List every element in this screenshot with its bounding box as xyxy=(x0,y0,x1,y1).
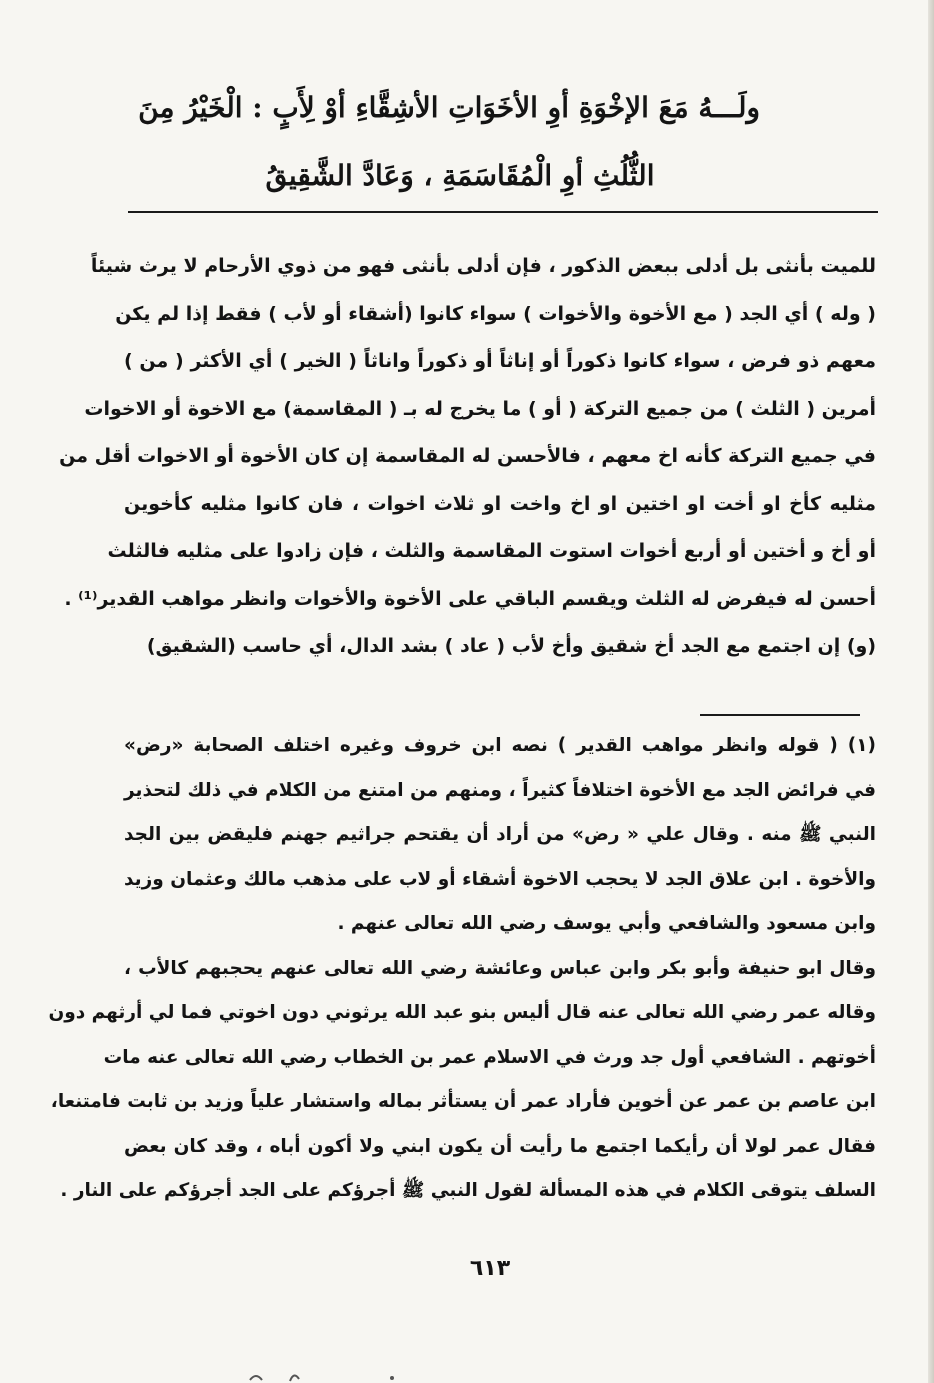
page-number: ٦١٣ xyxy=(469,1256,511,1281)
footnote-line: وقاله عمر رضي الله تعالى عنه قال أليس بنو عبد الله يرثوني دون اخوتي فما لي أرثهم دون xyxy=(48,1002,876,1023)
footnote-line: ابن عاصم بن عمر عن أخوين فأراد عمر أن يستأثر بماله واستشار علياً وزيد بن ثابت فامتنعا، xyxy=(50,1091,876,1112)
footnote-line: في فرائض الجد مع الأخوة اختلافاً كثيراً ، ومنهم من امتنع من الكلام في ذلك لتحذير xyxy=(124,779,876,801)
footnote-line: السلف يتوقى الكلام في هذه المسألة لقول النبي ﷺ أجرؤكم على الجد أجرؤكم على النار . xyxy=(60,1180,876,1201)
commentary-line: أمرين ( الثلث ) من جميع التركة ( أو ) ما يخرج له بـ ( المقاسمة) مع الاخوة أو الاخوات xyxy=(84,397,876,420)
commentary-line: ( وله ) أي الجد ( مع الأخوة والأخوات ) سواء كانوا (أشقاء أو لأب ) فقط إذا لم يكن xyxy=(115,302,876,325)
footnote-line: والأخوة . ابن علاق الجد لا يحجب الاخوة أشقاء أو لاب على مذهب مالك وعثمان وزيد xyxy=(124,868,876,890)
footnote-line: فقال عمر لولا أن رأيكما اجتمع ما رأيت أن يكون ابني ولا أكون أباه ، وقد كان بعض xyxy=(124,1135,876,1157)
page-edge-shadow xyxy=(928,0,934,1383)
commentary-line: أو أخ و أختين أو أربع أخوات استوت المقاسمة والثلث ، فإن زادوا على مثليه فالثلث xyxy=(107,540,876,562)
footnote-line: وابن مسعود والشافعي وأبي يوسف رضي الله تعالى عنهم . xyxy=(337,913,876,934)
footnote-divider xyxy=(700,714,860,716)
top-divider xyxy=(128,211,878,213)
commentary-line: (و) إن اجتمع مع الجد أخ شقيق وأخ لأب ( عاد ) بشد الدال، أي حاسب (الشقيق) xyxy=(146,635,876,657)
next-page-bleed-through xyxy=(0,1360,934,1383)
commentary-block xyxy=(59,243,876,671)
footnote-line: النبي ﷺ منه . وقال علي « رض» من أراد أن يقتحم جراثيم جهنم فليقض بين الجد xyxy=(124,824,876,845)
verse-block xyxy=(138,74,760,210)
commentary-line: معهم ذو فرض ، سواء كانوا ذكوراً أو إناثاً أو ذكوراً واناثاً ( الخير ) أي الأكثر ( من ) xyxy=(124,350,876,372)
commentary-line: أحسن له فيفرض له الثلث ويقسم الباقي على الأخوة والأخوات وانظر مواهب القدير⁽¹⁾ . xyxy=(64,587,876,610)
footnote-line: وقال ابو حنيفة وأبو بكر وابن عباس وعائشة رضي الله تعالى عنهم يحجبهم كالأب ، xyxy=(124,957,876,979)
commentary-line: مثليه كأخ او أخت او اختين او اخ واخت او ثلاث اخوات ، فان كانوا مثليه كأخوين xyxy=(124,492,876,515)
verse-line-2: الثُّلُثِ أوِ الْمُقَاسَمَةِ ، وَعَادَّ الشَّقِيقُ xyxy=(265,159,655,192)
footnote-line: (١) ( قوله وانظر مواهب القدير ) نصه ابن خروف وغيره اختلف الصحابة «رض» xyxy=(124,735,876,756)
footnote-line: أخوتهم . الشافعي أول جد ورث في الاسلام عمر بن الخطاب رضي الله تعالى عنه مات xyxy=(103,1046,876,1068)
commentary-line: للميت بأنثى بل أدلى ببعض الذكور ، فإن أدلى بأنثى فهو من ذوي الأرحام لا يرث شيئاً xyxy=(90,255,876,277)
footnote-block xyxy=(48,724,876,1214)
commentary-line: في جميع التركة كأنه اخ معهم ، فالأحسن له المقاسمة إن كان الأخوة أو الاخوات أقل من xyxy=(59,445,876,467)
verse-line-1: ولَـــهُ مَعَ الإخْوَةِ أوِ الأخَوَاتِ الأشِقَّاءِ أوْ لِأَبٍ : الْخَيْرُ مِنَ xyxy=(138,91,760,124)
